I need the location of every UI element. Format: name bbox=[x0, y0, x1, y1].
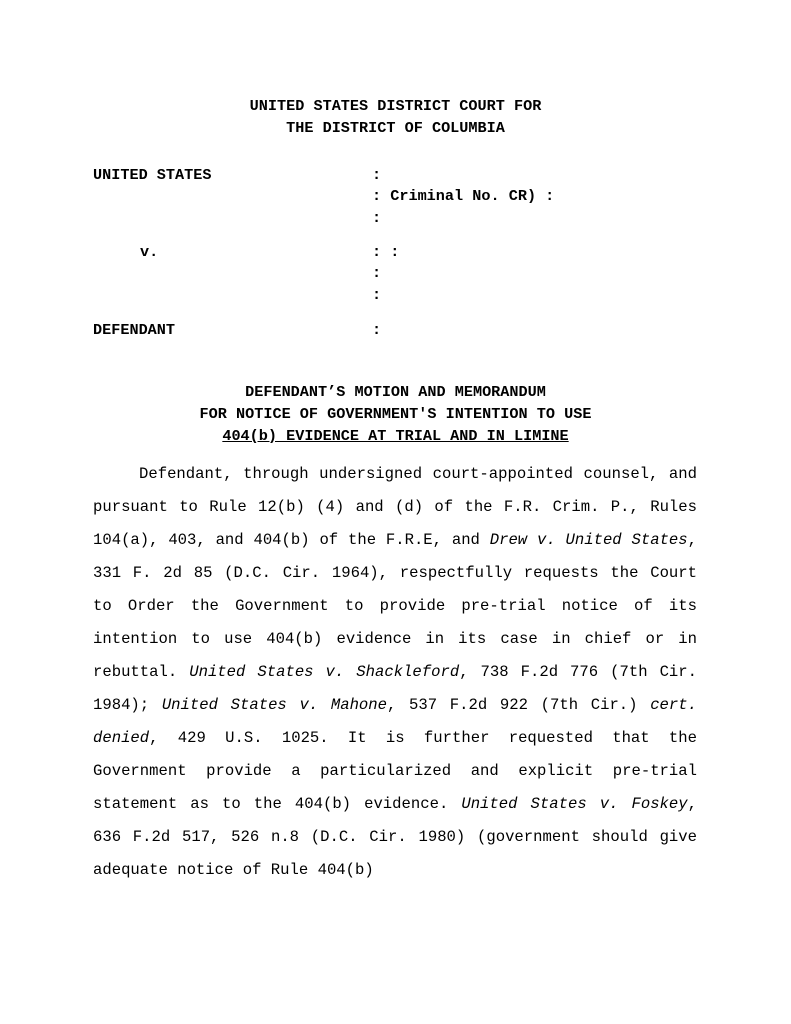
court-name-line-1: UNITED STATES DISTRICT COURT FOR bbox=[249, 97, 542, 115]
case-citation-foskey: United States v. Foskey bbox=[461, 795, 688, 813]
body-text-1: Defendant, through undersigned court-appointed counsel, and pursuant to Rule 12(b) (4) and (d) of the F.R. Crim. P., Rules 104(a), 403, and 404(b) of the F.R.E, and bbox=[93, 465, 697, 549]
caption-versus: v. bbox=[140, 243, 159, 261]
case-citation-drew: Drew v. United States bbox=[489, 531, 688, 549]
caption-colon-1: : bbox=[372, 166, 382, 184]
motion-title-line-3-text: 404(b) EVIDENCE AT TRIAL AND IN LIMINE bbox=[222, 427, 569, 445]
caption-plaintiff: UNITED STATES bbox=[93, 166, 212, 184]
body-text-3: , 738 F.2d 776 (7th Cir. 1984); bbox=[93, 663, 697, 714]
case-citation-shackleford: United States v. Shackleford bbox=[189, 663, 460, 681]
caption-defendant: DEFENDANT bbox=[93, 321, 176, 339]
case-citation-mahone: United States v. Mahone bbox=[161, 696, 387, 714]
caption-colon-4: : : bbox=[372, 243, 400, 261]
motion-title-line-2: FOR NOTICE OF GOVERNMENT'S INTENTION TO USE bbox=[199, 405, 592, 423]
caption-colon-5: : bbox=[372, 264, 382, 282]
body-text-4: , 537 F.2d 922 (7th Cir.) bbox=[387, 696, 651, 714]
motion-title-line-1: DEFENDANT’S MOTION AND MEMORANDUM bbox=[245, 383, 546, 401]
body-text-6: , 636 F.2d 517, 526 n.8 (D.C. Cir. 1980) (government should give adequate notice of Rule 404(b) bbox=[93, 795, 697, 879]
cert-denied-text: cert. denied bbox=[93, 696, 697, 747]
body-text-5: , 429 U.S. 1025. It is further requested that the Government provide a particularized and explicit pre-trial statement as to the 404(b) evidence. bbox=[93, 729, 697, 813]
court-name-line-2: THE DISTRICT OF COLUMBIA bbox=[286, 119, 505, 137]
caption-colon-6: : bbox=[372, 286, 382, 304]
caption-colon-3: : bbox=[372, 209, 382, 227]
caption-colon-7: : bbox=[372, 321, 382, 339]
body-text-2: , 331 F. 2d 85 (D.C. Cir. 1964), respectfully requests the Court to Order the Government to provide pre-trial notice of its intention to use 404(b) evidence in its case in chief or in rebuttal. bbox=[93, 531, 697, 681]
motion-body-paragraph bbox=[93, 458, 697, 887]
caption-criminal-number: : Criminal No. CR) : bbox=[372, 187, 555, 205]
motion-title-line-3 bbox=[0, 426, 791, 446]
